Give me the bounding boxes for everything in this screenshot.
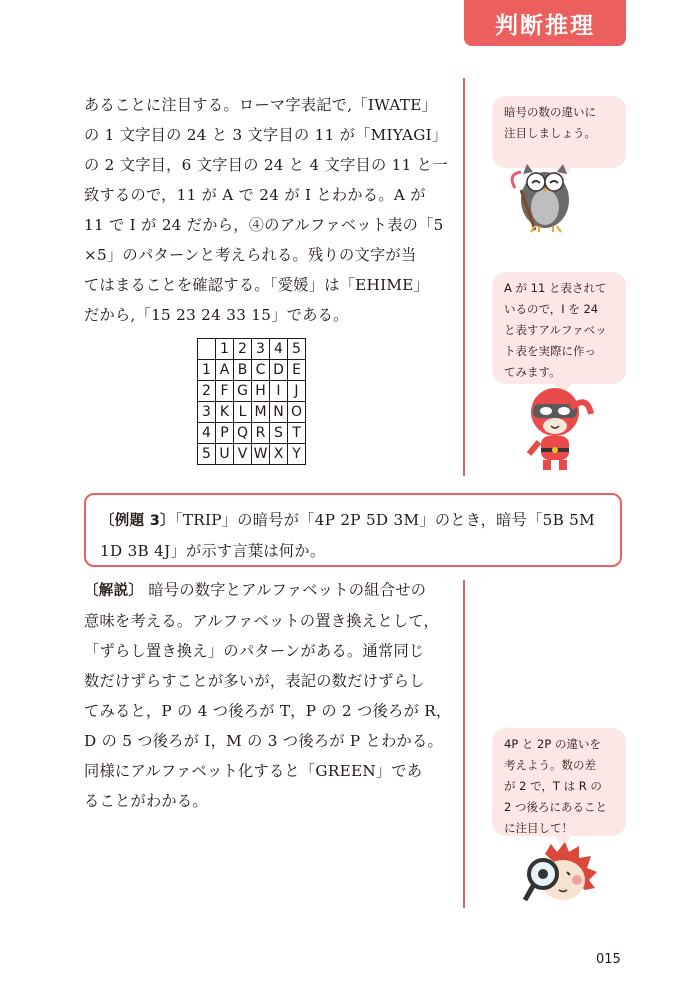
table-cell: 1 bbox=[198, 360, 216, 381]
section-tab: 判断推理 bbox=[464, 0, 626, 46]
bubble-line: 考えよう。数の差 bbox=[504, 758, 596, 772]
table-cell: 5 bbox=[288, 339, 306, 360]
bubble-line: てみます。 bbox=[504, 365, 561, 379]
bubble-line: 暗号の数の違いに bbox=[504, 105, 596, 119]
table-cell: 1 bbox=[216, 339, 234, 360]
example-line bbox=[100, 505, 606, 536]
table-cell: 4 bbox=[198, 423, 216, 444]
table-cell: C bbox=[252, 360, 270, 381]
table-row bbox=[198, 381, 306, 402]
bubble-line: に注目して！ bbox=[504, 821, 573, 835]
table-cell: J bbox=[288, 381, 306, 402]
table-cell: W bbox=[252, 444, 270, 465]
example-problem-box bbox=[84, 493, 622, 567]
owl-mascot-icon bbox=[505, 152, 589, 234]
bubble-line: A が 11 と表されて bbox=[504, 281, 607, 295]
table-cell: O bbox=[288, 402, 306, 423]
table-cell: 4 bbox=[270, 339, 288, 360]
table-cell: Q bbox=[234, 423, 252, 444]
text-line: あることに注目する。ローマ字表記で,「IWATE」 bbox=[84, 96, 438, 114]
text-line: 意味を考える。アルファベットの置き換えとして， bbox=[84, 612, 439, 630]
table-cell: R bbox=[252, 423, 270, 444]
text-line: 同様にアルファベット化すると「GREEN」であ bbox=[84, 762, 423, 780]
text-line: だから,「15 23 24 33 15」である。 bbox=[84, 306, 349, 324]
table-cell: H bbox=[252, 381, 270, 402]
table-header-row bbox=[198, 339, 306, 360]
table-row bbox=[198, 402, 306, 423]
hint-bubble-3 bbox=[492, 728, 626, 836]
table-cell: V bbox=[234, 444, 252, 465]
table-cell: L bbox=[234, 402, 252, 423]
table-cell: N bbox=[270, 402, 288, 423]
text-line: ×5」のパターンと考えられる。残りの文字が当 bbox=[84, 246, 417, 264]
table-cell: X bbox=[270, 444, 288, 465]
hedgehog-magnifier-mascot-icon bbox=[515, 840, 605, 908]
text-line: ることがわかる。 bbox=[84, 792, 208, 810]
bubble-line: が 2 で，T は R の bbox=[504, 779, 602, 793]
text-line: D の 5 つ後ろが I，M の 3 つ後ろが P とわかる。 bbox=[84, 732, 444, 750]
text-line: 数だけずらすことが多いが，表記の数だけずらし bbox=[84, 672, 425, 690]
table-cell: I bbox=[270, 381, 288, 402]
example-text: 「TRIP」の暗号が「4P 2P 5D 3M」のとき，暗号「5B 5M bbox=[174, 511, 595, 529]
table-cell: S bbox=[270, 423, 288, 444]
explanation-first-line: 暗号の数字とアルファベットの組合せの bbox=[148, 581, 427, 599]
sidebar-divider-top bbox=[463, 78, 465, 476]
page-number: 015 bbox=[596, 952, 621, 967]
ninja-mascot-icon bbox=[515, 378, 605, 474]
table-cell: D bbox=[270, 360, 288, 381]
table-cell bbox=[198, 339, 216, 360]
text-line: 「ずらし置き換え」のパターンがある。通常同じ bbox=[84, 642, 425, 660]
text-line: の 2 文字目，6 文字目の 24 と 4 文字目の 11 と一 bbox=[84, 156, 448, 174]
text-line: 11 で I が 24 だから，④のアルファベット表の「5 bbox=[84, 216, 444, 234]
table-cell: F bbox=[216, 381, 234, 402]
bubble-line: 2 つ後ろにあること bbox=[504, 800, 607, 814]
text-line bbox=[84, 575, 452, 606]
table-cell: Y bbox=[288, 444, 306, 465]
table-cell: M bbox=[252, 402, 270, 423]
bubble-line: と表すアルファベッ bbox=[504, 323, 607, 337]
bubble-line: ト表を実際に作っ bbox=[504, 344, 596, 358]
example-line: 1D 3B 4J」が示す言葉は何か。 bbox=[100, 542, 326, 560]
bubble-line: いるので，I を 24 bbox=[504, 302, 599, 316]
table-cell: E bbox=[288, 360, 306, 381]
bubble-line: 注目しましょう。 bbox=[504, 126, 596, 140]
top-paragraph bbox=[84, 90, 452, 330]
text-line: の 1 文字目の 24 と 3 文字目の 11 が「MIYAGI」 bbox=[84, 126, 448, 144]
table-cell: T bbox=[288, 423, 306, 444]
text-line: てみると，P の 4 つ後ろが T，P の 2 つ後ろが R， bbox=[84, 702, 452, 720]
table-cell: 2 bbox=[234, 339, 252, 360]
table-cell: 3 bbox=[198, 402, 216, 423]
explanation-label: 〔解説〕 bbox=[84, 583, 144, 599]
sidebar-divider-bottom bbox=[463, 580, 465, 908]
table-cell: 3 bbox=[252, 339, 270, 360]
text-line: てはまることを確認する。「愛媛」は「EHIME」 bbox=[84, 276, 430, 294]
table-row bbox=[198, 423, 306, 444]
table-cell: G bbox=[234, 381, 252, 402]
table-cell: B bbox=[234, 360, 252, 381]
bubble-line: 4P と 2P の違いを bbox=[504, 737, 601, 751]
table-cell: 2 bbox=[198, 381, 216, 402]
text-line: 致するので，11 が A で 24 が I とわかる。A が bbox=[84, 186, 426, 204]
hint-bubble-2 bbox=[492, 272, 626, 384]
table-cell: 5 bbox=[198, 444, 216, 465]
table-cell: A bbox=[216, 360, 234, 381]
table-cell: P bbox=[216, 423, 234, 444]
table-cell: U bbox=[216, 444, 234, 465]
table-cell: K bbox=[216, 402, 234, 423]
explanation-paragraph bbox=[84, 575, 452, 816]
example-label: 〔例題 3〕 bbox=[100, 513, 175, 529]
alphabet-table bbox=[197, 338, 306, 465]
table-row bbox=[198, 444, 306, 465]
table-row bbox=[198, 360, 306, 381]
